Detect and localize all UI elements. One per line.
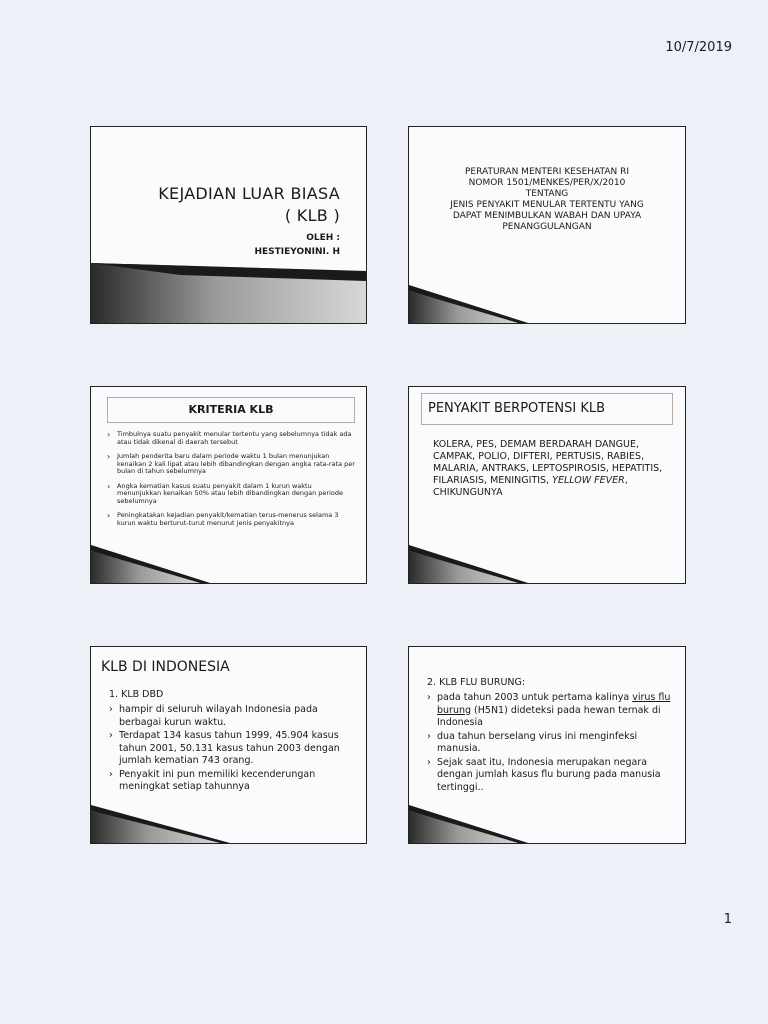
virus-link[interactable]: virus flu burung (437, 692, 671, 716)
list-item: › Angka kematian kasus suatu penyakit dalam 1 kurun waktu menunjukkan kenaikan 50% atau lebih dibandingkan dengan periode sebelumnya (105, 483, 356, 506)
slide-1 (90, 126, 367, 324)
list-item: › Jumlah penderita baru dalam periode waktu 1 bulan menunjukan kenaikan 2 kali lipat atau lebih dibandingkan dengan angka rata-rata per bulan di tahun sebelumnya (105, 453, 356, 476)
slide-3 (90, 386, 367, 584)
slide-decoration (91, 263, 366, 323)
bullet-list (109, 704, 352, 795)
slide-decoration (409, 783, 685, 843)
slide-2 (408, 126, 686, 324)
slide-heading: KRITERIA KLB (107, 397, 355, 423)
slide-decoration (91, 783, 366, 843)
list-item: › Peningkatakan kejadian penyakit/kematian terus-menerus selama 3 kurun waktu berturut-turut menurut jenis penyakitnya (105, 512, 356, 527)
slide-decoration (409, 263, 685, 323)
slide-title: KEJADIAN LUAR BIASA ( KLB ) (158, 184, 340, 225)
list-item: › Terdapat 134 kasus tahun 1999, 45.904 kasus tahun 2001, 50.131 kasus tahun 2003 dengan jumlah kematian 743 orang. (109, 730, 352, 768)
slide-heading: PENYAKIT BERPOTENSI KLB (421, 393, 673, 425)
list-item: › Penyakit ini pun memiliki kecenderungan meningkat setiap tahunnya (109, 769, 352, 794)
slide-4 (408, 386, 686, 584)
slide-subheading: 1. KLB DBD (109, 689, 164, 700)
slide-subheading: 2. KLB FLU BURUNG: (427, 677, 526, 688)
list-item: › pada tahun 2003 untuk pertama kalinya virus flu burung (H5N1) dideteksi pada hewan ternak di Indonesia (427, 692, 671, 730)
slide-heading: KLB DI INDONESIA (101, 659, 230, 675)
regulation-text: PERATURAN MENTERI KESEHATAN RI NOMOR 1501/MENKES/PER/X/2010 TENTANG JENIS PENYAKIT MENULAR TERTENTU YANG DAPAT MENIMBULKAN WABAH DAN UPAYA PENANGGULANGAN (450, 167, 644, 232)
bullet-list (427, 692, 671, 795)
slide-5 (90, 646, 367, 844)
list-item: › Sejak saat itu, Indonesia merupakan negara dengan jumlah kasus flu burung pada manusia tertinggi.. (427, 757, 671, 795)
page-number: 1 (723, 912, 732, 927)
author-block: OLEH : HESTIEYONINI. H (254, 233, 340, 257)
list-item: › hampir di seluruh wilayah Indonesia pada berbagai kurun waktu. (109, 704, 352, 729)
slide-6 (408, 646, 686, 844)
slide-decoration (409, 523, 685, 583)
list-item: › dua tahun berselang virus ini menginfeksi manusia. (427, 731, 671, 756)
list-item: › Timbulnya suatu penyakit menular tertentu yang sebelumnya tidak ada atau tidak dikenal di daerah tersebut (105, 431, 356, 446)
slide-decoration (91, 523, 366, 583)
criteria-list (105, 431, 356, 534)
disease-list-text: KOLERA, PES, DEMAM BERDARAH DANGUE, CAMPAK, POLIO, DIFTERI, PERTUSIS, RABIES, MALARIA, ANTRAKS, LEPTOSPIROSIS, HEPATITIS, FILARIASIS, MENINGITIS, YELLOW FEVER, CHIKUNGUNYA (433, 439, 663, 498)
print-date: 10/7/2019 (665, 40, 732, 55)
